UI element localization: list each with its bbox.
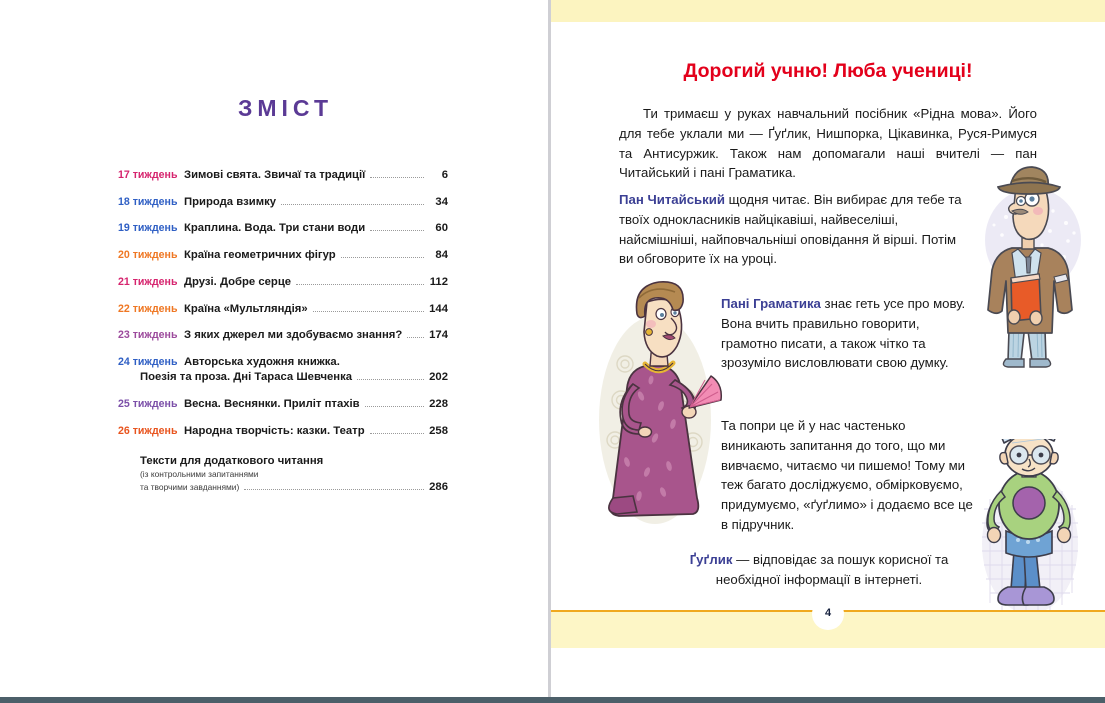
toc-entry-body [184, 424, 448, 438]
toc-entry-page: 228 [429, 398, 448, 411]
toc-entry-title: Країна «Мультляндія» [184, 302, 308, 315]
toc-entry-page: 34 [435, 195, 448, 208]
toc-entry-page: 84 [435, 249, 448, 262]
question-paragraph: Та попри це й у нас частенько виникають запитання до того, що ми вивчаємо, читаємо чи пишемо! Тому ми теж багато досліджуємо, обмірковуємо, придумуємо, «ґуґлимо» і додаємо все це в підручник. [721, 418, 973, 532]
table-of-contents [118, 95, 448, 493]
leader-dots [365, 405, 424, 407]
toc-entry-title: Поезія та проза. Дні Тараса Шевченка [140, 371, 353, 384]
guglyk-paragraph [669, 550, 969, 590]
guglyk-illustration [956, 439, 1104, 624]
toc-entry-title: Весна. Веснянки. Приліт птахів [184, 398, 360, 411]
toc-week-label: 19 тиждень [118, 222, 178, 235]
toc-entry[interactable] [118, 168, 448, 182]
toc-entry-page: 144 [429, 302, 448, 315]
toc-week-label: 20 тиждень [118, 249, 178, 262]
toc-entry[interactable] [118, 424, 448, 438]
toc-entry[interactable] [118, 221, 448, 235]
toc-entry-page: 60 [435, 222, 448, 235]
toc-entry[interactable] [118, 328, 448, 342]
leader-dots [296, 283, 424, 285]
toc-entry-body [184, 195, 448, 209]
toc-list [118, 168, 448, 438]
leader-dots [370, 432, 424, 434]
toc-entry-page: 202 [429, 371, 448, 384]
toc-entry-body [184, 302, 448, 316]
toc-week-label: 18 тиждень [118, 195, 178, 208]
toc-entry-line1 [118, 355, 448, 369]
extra-reading-block [118, 455, 448, 492]
toc-week-label: 26 тиждень [118, 425, 178, 438]
gramatyka-text: знає геть усе про мову. Вона вчить правильно говорити, грамотно писати, а також чітко та зрозуміло висловлювати свою думку. [721, 296, 966, 371]
guglyk-name: Ґуґлик [689, 552, 733, 567]
mrs-gramatyka-illustration [589, 280, 734, 530]
toc-week-label: 22 тиждень [118, 302, 178, 315]
guglyk-text: — відповідає за пошук корисної та необхідної інформації в інтернеті. [715, 552, 949, 587]
mr-chytaysky-illustration [958, 165, 1103, 375]
right-page-content [551, 22, 1105, 604]
leader-dots [370, 229, 424, 231]
window-bottom-bar [0, 697, 1105, 703]
toc-entry-body [184, 168, 448, 182]
toc-week-label: 23 тиждень [118, 329, 178, 342]
toc-entry-title: Країна геометричних фігур [184, 249, 336, 262]
toc-entry-body [184, 221, 448, 235]
extra-reading-sub-line1: (із контрольними запитаннями [140, 469, 259, 480]
gramatyka-paragraph [721, 294, 976, 373]
toc-entry[interactable] [118, 397, 448, 411]
greeting-heading: Дорогий учню! Люба учениці! [683, 60, 973, 82]
toc-entry-body [184, 275, 448, 289]
leader-dots [281, 203, 424, 205]
toc-entry-page: 6 [441, 169, 448, 181]
toc-entry-title: З яких джерел ми здобуваємо знання? [184, 329, 403, 342]
toc-entry-body [184, 328, 448, 342]
toc-entry-title: Народна творчість: казки. Театр [184, 425, 365, 438]
toc-week-label: 25 тиждень [118, 398, 178, 411]
chytaysky-text: щодня читає. Він вибирає для тебе та твоїх однокласників найцікавіші, найвеселіші, найсмішніші, найповчальніші оповідання й вірші. Потім ви обговорите їх на уроці. [619, 192, 962, 267]
right-page [551, 0, 1105, 697]
toc-entry[interactable] [118, 275, 448, 289]
toc-week-label: 24 тиждень [118, 356, 178, 369]
toc-entry-title: Зимові свята. Звичаї та традиції [184, 169, 366, 181]
toc-entry[interactable] [118, 302, 448, 316]
page-number-badge [812, 598, 844, 630]
toc-week-label: 21 тиждень [118, 275, 178, 288]
toc-entry-page: 174 [429, 329, 448, 342]
toc-entry-body [184, 248, 448, 262]
page-number: 4 [824, 607, 832, 619]
toc-week-label: 17 тиждень [118, 169, 178, 181]
toc-entry[interactable] [118, 195, 448, 209]
left-page [0, 0, 548, 697]
chytaysky-paragraph [619, 190, 967, 269]
intro-paragraph: Ти тримаєш у руках навчальний посібник «Рідна мова». Його для тебе уклали ми — Ґуґлик, Нишпорка, Цікавинка, Руся-Римуся та Антисуржик. Також нам допомагали наші вчителі — пан Читайський і пані Граматика. [619, 106, 1037, 181]
toc-entry-title: Краплина. Вода. Три стани води [184, 222, 366, 235]
leader-dots [313, 310, 424, 312]
leader-dots [244, 488, 424, 490]
extra-reading-last-line [140, 481, 448, 493]
toc-entry-line2 [118, 370, 448, 384]
top-yellow-band [551, 0, 1105, 22]
toc-entry[interactable] [118, 355, 448, 384]
extra-reading-heading: Тексти для додаткового читання [140, 455, 324, 468]
toc-entry-title: Друзі. Добре серце [184, 275, 292, 288]
toc-entry-page: 112 [429, 275, 448, 288]
toc-entry-body [184, 397, 448, 411]
extra-reading-page: 286 [429, 480, 448, 493]
extra-reading-sub-line2: та творчими завданнями) [140, 481, 240, 492]
leader-dots [357, 378, 424, 380]
page-title: ЗМІСТ [237, 95, 334, 121]
toc-entry-title: Авторська художня книжка. [184, 356, 340, 369]
gramatyka-name: Пані Граматика [721, 296, 821, 311]
toc-entry-title: Природа взимку [184, 195, 277, 208]
toc-entry[interactable] [118, 248, 448, 262]
leader-dots [341, 256, 424, 258]
toc-entry-page: 258 [429, 425, 448, 438]
chytaysky-name: Пан Читайський [619, 192, 725, 207]
leader-dots [370, 176, 424, 178]
leader-dots [407, 336, 424, 338]
